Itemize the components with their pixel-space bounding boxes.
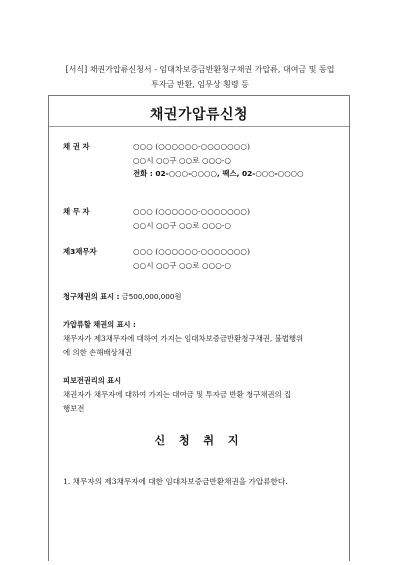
purpose-heading: 신 청 취 지 [154, 434, 244, 447]
seized-claim-line-1: 채무자가 제3채무자에 대하여 가지는 임대차보증금반환청구채권, 불법행위 [63, 334, 304, 343]
purpose-item-1: 1. 채무자의 제3채무자에 대한 임대차보증금반환채권을 가압류한다. [63, 477, 288, 486]
third-debtor-address: ○○시 ○○구 ○○로 ○○○-○ [133, 260, 232, 270]
third-debtor-name: ○○○ (○○○○○○-○○○○○○○) [133, 247, 250, 256]
protected-right-line-1: 채권자가 채무자에 대하여 가지는 대여금 및 투자금 반환 청구채권의 집 [63, 390, 292, 399]
third-debtor-label: 제3채무자 [63, 247, 97, 256]
seized-claim-section [63, 318, 339, 360]
protected-right-section [63, 374, 339, 416]
creditor-name: ○○○ (○○○○○○-○○○○○○○) [133, 142, 250, 151]
claim-amount-value: 금500,000,000원 [121, 292, 182, 301]
creditor-address: ○○시 ○○구 ○○로 ○○○-○ [133, 155, 232, 165]
protected-right-heading: 피보전권리의 표시 [63, 376, 122, 385]
debtor-label: 채 무 자 [63, 207, 90, 216]
title-divider [49, 126, 349, 127]
claim-amount-label: 청구채권의 표시 : [63, 292, 120, 301]
caption-line-2: 투자금 반환, 임무상 횡령 등 [151, 80, 249, 89]
protected-right-line-2: 행보전 [63, 404, 85, 413]
seized-claim-heading: 가압류할 채권의 표시 : [63, 320, 136, 329]
seized-claim-line-2: 에 의한 손해배상채권 [63, 348, 132, 357]
creditor-contact: 전화 : 02-○○○-○○○○, 팩스, 02-○○○-○○○○ [133, 169, 304, 178]
creditor-label: 채 권 자 [63, 142, 90, 151]
document-caption [20, 62, 380, 92]
debtor-address: ○○시 ○○구 ○○로 ○○○-○ [133, 220, 232, 230]
debtor-name: ○○○ (○○○○○○-○○○○○○○) [133, 207, 250, 216]
caption-line-1: [서식] 채권가압류신청서 - 임대차보증금반환청구채권 가압류, 대여금 및 동업 [65, 65, 335, 74]
form-title: 채권가압류신청 [149, 107, 249, 123]
claim-amount [63, 290, 339, 304]
application-form [48, 95, 350, 561]
